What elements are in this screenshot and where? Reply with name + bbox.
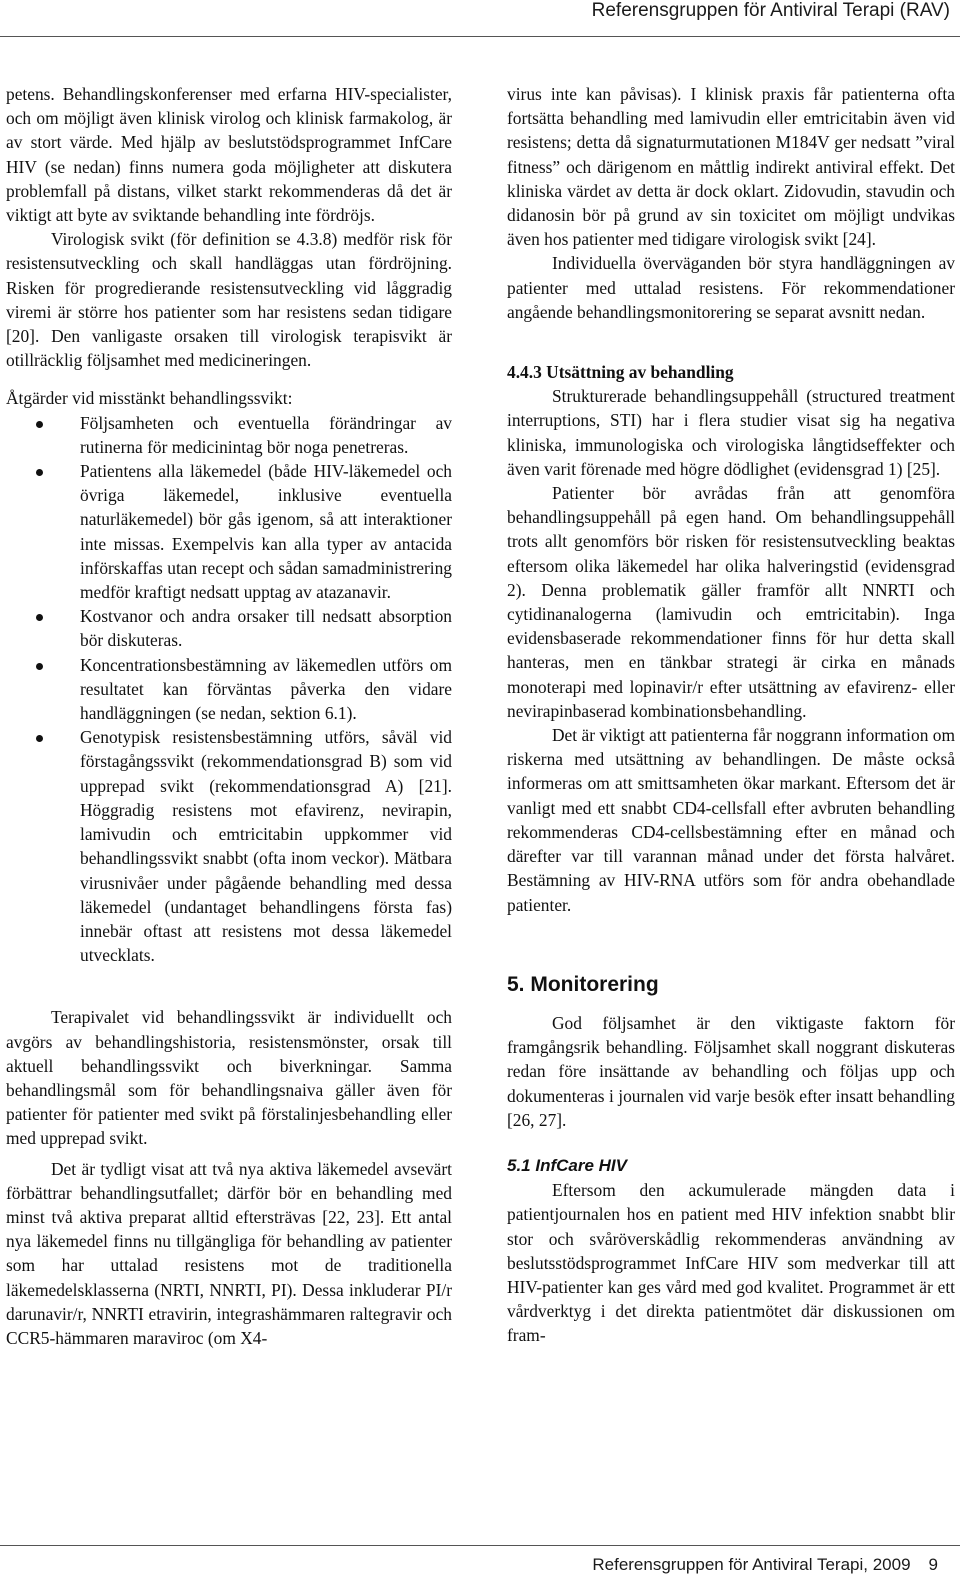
right-column: [507, 82, 955, 1348]
footer-rule: [0, 1545, 960, 1546]
left-paragraph-1: petens. Behandlingskonferenser med erfarna HIV-specialister, och om möjligt även klinisk virolog och klinisk farmakolog, är av stort värde. Med hjälp av beslutstödsprogrammet InfCare HIV (se nedan) finns numera goda möjligheter att diskutera problemfall på distans, vilket starkt rekommenderas då det är viktigt att byte av sviktande behandling inte fördröjs.: [6, 84, 452, 226]
subsection-heading-4-4-3: 4.4.3 Utsättning av behandling: [507, 362, 734, 383]
list-item: Patientens alla läkemedel (både HIV-läkemedel och övriga läkemedel, inklusive eventuella naturläkemedel) bör gås igenom, så att interaktioner inte missas. Exempelvis kan alla typer av antacida införskaffas utan recept och sådan samadministrering medför kraftigt nedsatt upptag av atazanavir.: [6, 459, 452, 604]
measures-list: [6, 411, 452, 968]
right-paragraph-5: Det är viktigt att patienterna får noggrann information om riskerna med utsättning av behandlingen. De måste också informeras om att smittsamheten ökar markant. Eftersom det är vanligt med ett snabbt CD4-cellsfall efter avbruten behandling rekommenderas CD4-cellsbestämning efter en månad och därefter var till varannan månad under det första halvåret. Bestämning av HIV-RNA utförs som för andra obehandlade patienter.: [507, 725, 955, 915]
right-paragraph-3: Strukturerade behandlingsuppehåll (structured treatment interruptions, STI) har i flera studier visat sig ha negativa kliniska, immunologiska och virologiska långtidseffekter och även varit förenade med högre dödlighet (evidensgrad 1) [25].: [507, 386, 955, 479]
bullet-icon: [36, 469, 43, 476]
measures-intro: Åtgärder vid misstänkt behandlingssvikt:: [6, 388, 293, 409]
list-item: Följsamheten och eventuella förändringar av rutinerna för medicinintag bör noga penetreras.: [6, 411, 452, 459]
right-paragraph-7: Eftersom den ackumulerade mängden data i patientjournalen hos en patient med HIV infektion snabbt blir stor och svåröverskådlig rekommenderas användning av beslutsstödsprogrammet InfCare HIV som medverkar till att HIV-patienter kan ges vård med god kvalitet. Programmet är ett vårdverktyg i det direkta patientmötet där diskussionen om fram-: [507, 1180, 955, 1346]
left-paragraph-4: Det är tydligt visat att två nya aktiva läkemedel avsevärt förbättrar behandlingsutfallet; därför bör en behandling med minst två aktiva preparat alltid eftersträvas [22, 23]. Ett antal nya läkemedel finns nu tillgängliga för behandling av patienter som har uttalad resistens mot de traditionella läkemedelsklasserna (NRTI, NNRTI, PI). Dessa inkluderar PI/r darunavir/r, NNRTI etravirin, integrashämmaren raltegravir och CCR5-hämmaren maraviroc (om X4-: [6, 1158, 452, 1348]
section-heading-5: 5. Monitorering: [507, 972, 659, 996]
left-paragraph-3: Terapivalet vid behandlingssvikt är individuellt och avgörs av behandlingshistoria, resistensmönster, orsak till aktuell behandlingssvikt och biverkningar. Samma behandlingsmål som för behandlingsnaiva gäller även för patienter för patienter med svikt på förstalinjesbehandling eller med upprepad svikt.: [6, 1007, 452, 1149]
right-paragraph-2: Individuella överväganden bör styra handläggningen av patienter med uttalad resistens. För rekommendationer angående behandlingsmonitorering se separat avsnitt nedan.: [507, 253, 955, 322]
left-paragraph-2: Virologisk svikt (för definition se 4.3.8) medför risk för resistensutveckling och skall handläggas utan fördröjning. Risken för progredierande resistensutveckling vid låggradig viremi är större hos patienter som har resistens sedan tidigare [20]. Den vanligaste orsaken till virologisk terapisvikt är otillräcklig följsamhet med medicineringen.: [6, 229, 452, 371]
left-column: [6, 82, 452, 1350]
right-paragraph-1: virus inte kan påvisas). I klinisk praxis får patienterna ofta fortsätta behandling med lamivudin eller emtricitabin även vid resistens; detta då signaturmutationen M184V ger nedsatt ”viral fitness” och därigenom en måttlig indirekt antiviral effekt. Det kliniska värdet av detta är dock oklart. Zidovudin, stavudin och didanosin bör på grund av sin toxicitet om möjligt undvikas även hos patienter med tidigare virologisk svikt [24].: [507, 84, 955, 250]
bullet-icon: [36, 421, 43, 428]
header-rule: [0, 36, 960, 37]
running-header: Referensgruppen för Antiviral Terapi (RAV): [591, 0, 950, 21]
list-item: Kostvanor och andra orsaker till nedsatt absorption bör diskuteras.: [6, 604, 452, 652]
list-item: Koncentrationsbestämning av läkemedlen utförs om resultatet kan förväntas påverka den vidare handläggningen (se nedan, sektion 6.1).: [6, 653, 452, 726]
page-footer: [592, 1555, 938, 1575]
bullet-icon: [36, 663, 43, 670]
subsection-heading-5-1: 5.1 InfCare HIV: [507, 1155, 627, 1175]
footer-text: Referensgruppen för Antiviral Terapi, 2009: [592, 1555, 911, 1574]
page-number: 9: [928, 1555, 938, 1574]
bullet-icon: [36, 735, 43, 742]
right-paragraph-4: Patienter bör avrådas från att genomföra behandlingsuppehåll på egen hand. Om behandlingsuppehåll trots allt genomförs bör risken för resistensutveckling beaktas eftersom olika läkemedel har olika halveringstid (evidensgrad 2). Denna problematik gäller framför allt NNRTI och cytidinanalogerna (lamivudin och emtricitabin). Inga evidensbaserade rekommendationer finns för hur detta skall hanteras, men en tänkbar strategi är cirka en månads monoterapi med lopinavir/r efter utsättning av efavirenz- eller nevirapinbaserad kombinationsbehandling.: [507, 483, 955, 721]
bullet-icon: [36, 614, 43, 621]
right-paragraph-6: God följsamhet är den viktigaste faktorn för framgångsrik behandling. Följsamhet skall noggrant diskuteras redan före insättande av behandling och följas upp och dokumenteras i journalen vid varje besök efter insatt behandling [26, 27].: [507, 1012, 955, 1130]
list-item: Genotypisk resistensbestämning utförs, såväl vid förstagångssvikt (rekommendationsgrad B) som vid upprepad svikt (rekommendationsgrad A) [21]. Höggradig resistens mot efavirenz, nevirapin, lamivudin och emtricitabin uppkommer vid behandlingssvikt snabbt (ofta inom veckor). Mätbara virusnivåer under pågående behandling med dessa läkemedel (undantaget behandlingens första fas) innebär oftast att resistens mot dessa läkemedel utvecklats.: [6, 725, 452, 967]
